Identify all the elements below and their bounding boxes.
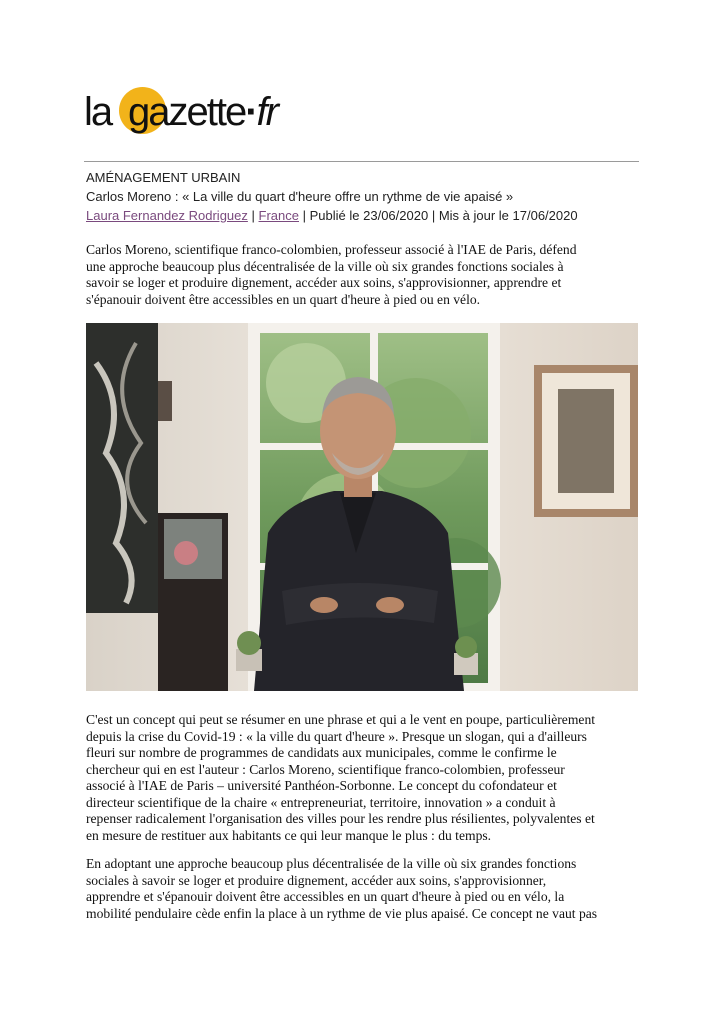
body-line: apprendre et s'épanouir doivent être accessibles en un quart d'heure à pied ou en vélo, la	[86, 889, 565, 904]
body-paragraph-1	[86, 712, 646, 844]
body-line: depuis la crise du Covid-19 : « la ville du quart d'heure ». Presque un slogan, qui a d'ailleurs	[86, 728, 587, 744]
body-line: en mesure de restituer aux habitants ce qui leur manque le plus : du temps.	[86, 827, 492, 843]
region-link[interactable]: France	[258, 208, 299, 223]
byline-separator: |	[431, 208, 436, 223]
intro-line: savoir se loger et produire dignement, accéder aux soins, s'approvisionner, apprendre et	[86, 275, 562, 290]
body-line: mobilité pendulaire cède enfin la place à un rythme de vie plus apaisé. Ce concept ne vaut pas	[86, 905, 598, 921]
body-line: repenser radicalement l'organisation des villes pour les rendre plus résilientes, polyvalentes et	[86, 811, 595, 826]
intro-line: une approche beaucoup plus décentralisée de la ville où six grandes fonctions sociales à	[86, 258, 564, 274]
body-line: directeur scientifique de la chaire « entrepreneuriat, territoire, innovation » a conduit à	[86, 794, 556, 810]
body-paragraph-2	[86, 856, 646, 922]
intro-line: Carlos Moreno, scientifique franco-colombien, professeur associé à l'IAE de Paris, défend	[86, 242, 577, 257]
published-date: Publié le 23/06/2020	[309, 208, 429, 223]
body-line: sociales à savoir se loger et produire dignement, accéder aux soins, s'approvisionner,	[86, 872, 547, 888]
intro-paragraph	[86, 242, 646, 308]
article-category: AMÉNAGEMENT URBAIN	[86, 170, 241, 185]
article-meta	[86, 168, 646, 225]
byline-separator: |	[251, 208, 255, 223]
author-link[interactable]: Laura Fernandez Rodriguez	[86, 208, 248, 223]
article-photo	[86, 323, 638, 691]
updated-date: Mis à jour le 17/06/2020	[438, 208, 578, 223]
body-line: fleuri sur nombre de programmes de candidats aux municipales, comme le confirme le	[86, 745, 557, 760]
logo-dot: ·	[245, 90, 257, 134]
byline	[86, 206, 646, 225]
body-line: En adoptant une approche beaucoup plus décentralisée de la ville où six grandes fonctions	[86, 856, 577, 871]
article-title: Carlos Moreno : « La ville du quart d'heure offre un rythme de vie apaisé »	[86, 189, 514, 204]
byline-separator: |	[302, 208, 307, 223]
logo-la: la	[84, 90, 112, 134]
logo-fr: fr	[256, 90, 277, 134]
body-line: chercheur qui en est l'auteur : Carlos Moreno, scientifique franco-colombien, professeur	[86, 761, 565, 777]
site-logo[interactable]	[84, 84, 324, 144]
header-divider	[84, 161, 639, 162]
intro-line: s'épanouir doivent être accessibles en un quart d'heure à pied ou en vélo.	[86, 291, 481, 307]
body-line: C'est un concept qui peut se résumer en une phrase et qui a le vent en poupe, particulièrement	[86, 712, 596, 727]
portrait-illustration	[86, 323, 638, 691]
body-line: associé à l'IAE de Paris – université Panthéon-Sorbonne. Le concept du cofondateur et	[86, 778, 557, 793]
logo-gazette: gazette	[128, 90, 246, 134]
